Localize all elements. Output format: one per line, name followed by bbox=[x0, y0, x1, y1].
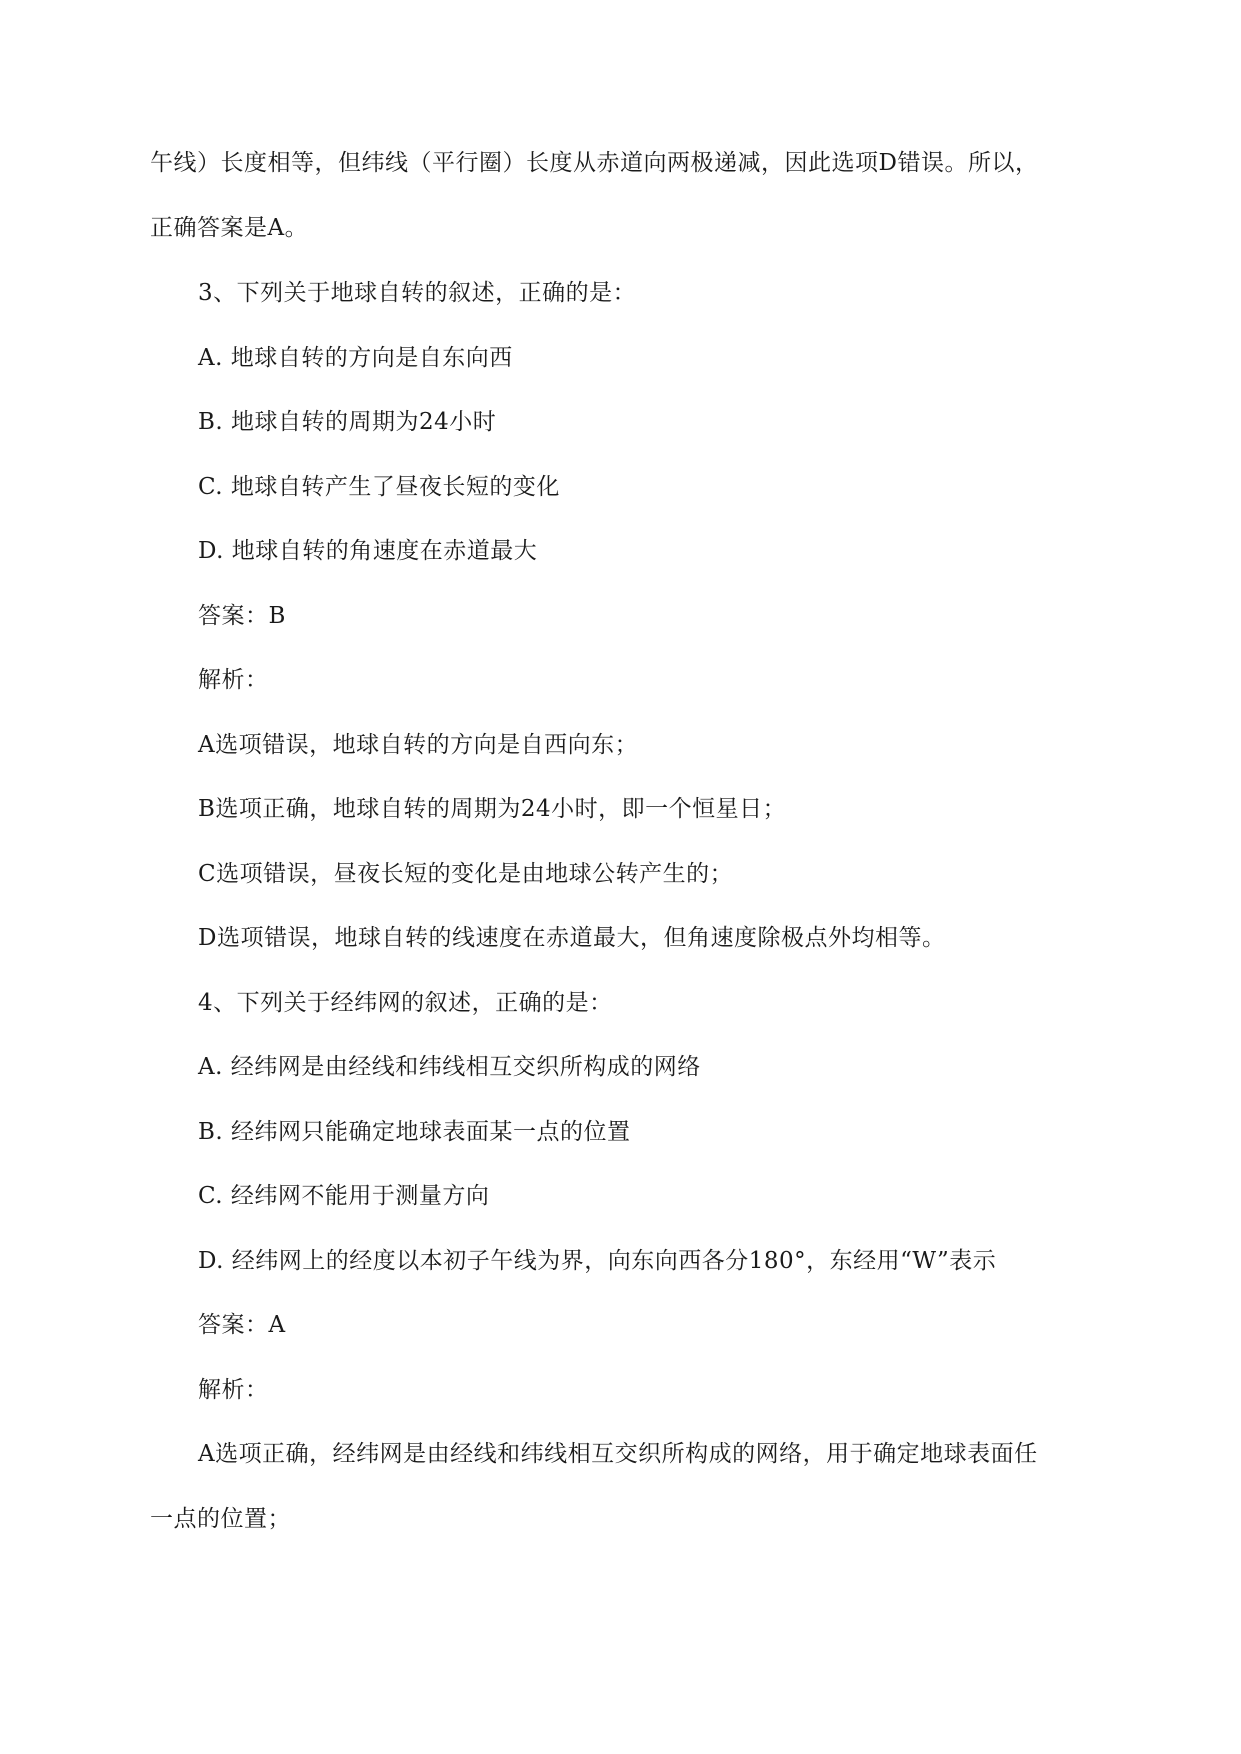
question-4-stem: 4、下列关于经纬网的叙述，正确的是： bbox=[198, 990, 613, 1016]
question-4-option-b: B. 经纬网只能确定地球表面某一点的位置 bbox=[198, 1119, 631, 1145]
question-4-option-c: C. 经纬网不能用于测量方向 bbox=[198, 1183, 490, 1209]
question-4-option-d: D. 经纬网上的经度以本初子午线为界，向东向西各分180°，东经用“W”表示 bbox=[198, 1248, 997, 1274]
paragraph-line: 正确答案是A。 bbox=[150, 215, 309, 241]
question-3-analysis-label: 解析： bbox=[198, 667, 269, 693]
question-3-analysis-d: D选项错误，地球自转的线速度在赤道最大，但角速度除极点外均相等。 bbox=[198, 925, 946, 951]
question-3-analysis-a: A选项错误，地球自转的方向是自西向东； bbox=[198, 732, 639, 758]
question-3-option-d: D. 地球自转的角速度在赤道最大 bbox=[198, 538, 538, 564]
question-4-answer: 答案：A bbox=[198, 1312, 286, 1338]
question-3-option-a: A. 地球自转的方向是自东向西 bbox=[198, 345, 513, 371]
question-4-option-a: A. 经纬网是由经线和纬线相互交织所构成的网络 bbox=[198, 1054, 701, 1080]
question-4-analysis-a: A选项正确，经纬网是由经线和纬线相互交织所构成的网络，用于确定地球表面任 bbox=[198, 1441, 1038, 1467]
question-3-analysis-b: B选项正确，地球自转的周期为24小时，即一个恒星日； bbox=[198, 796, 787, 822]
question-3-option-b: B. 地球自转的周期为24小时 bbox=[198, 409, 497, 435]
question-4-analysis-label: 解析： bbox=[198, 1377, 269, 1403]
question-3-analysis-c: C选项错误，昼夜长短的变化是由地球公转产生的； bbox=[198, 861, 734, 887]
question-4-analysis-a-continued: 一点的位置； bbox=[150, 1506, 291, 1532]
question-3-option-c: C. 地球自转产生了昼夜长短的变化 bbox=[198, 474, 560, 500]
paragraph-line: 午线）长度相等，但纬线（平行圈）长度从赤道向两极递减，因此选项D错误。所以， bbox=[150, 150, 1039, 176]
question-3-stem: 3、下列关于地球自转的叙述，正确的是： bbox=[198, 280, 637, 306]
question-3-answer: 答案：B bbox=[198, 603, 286, 629]
